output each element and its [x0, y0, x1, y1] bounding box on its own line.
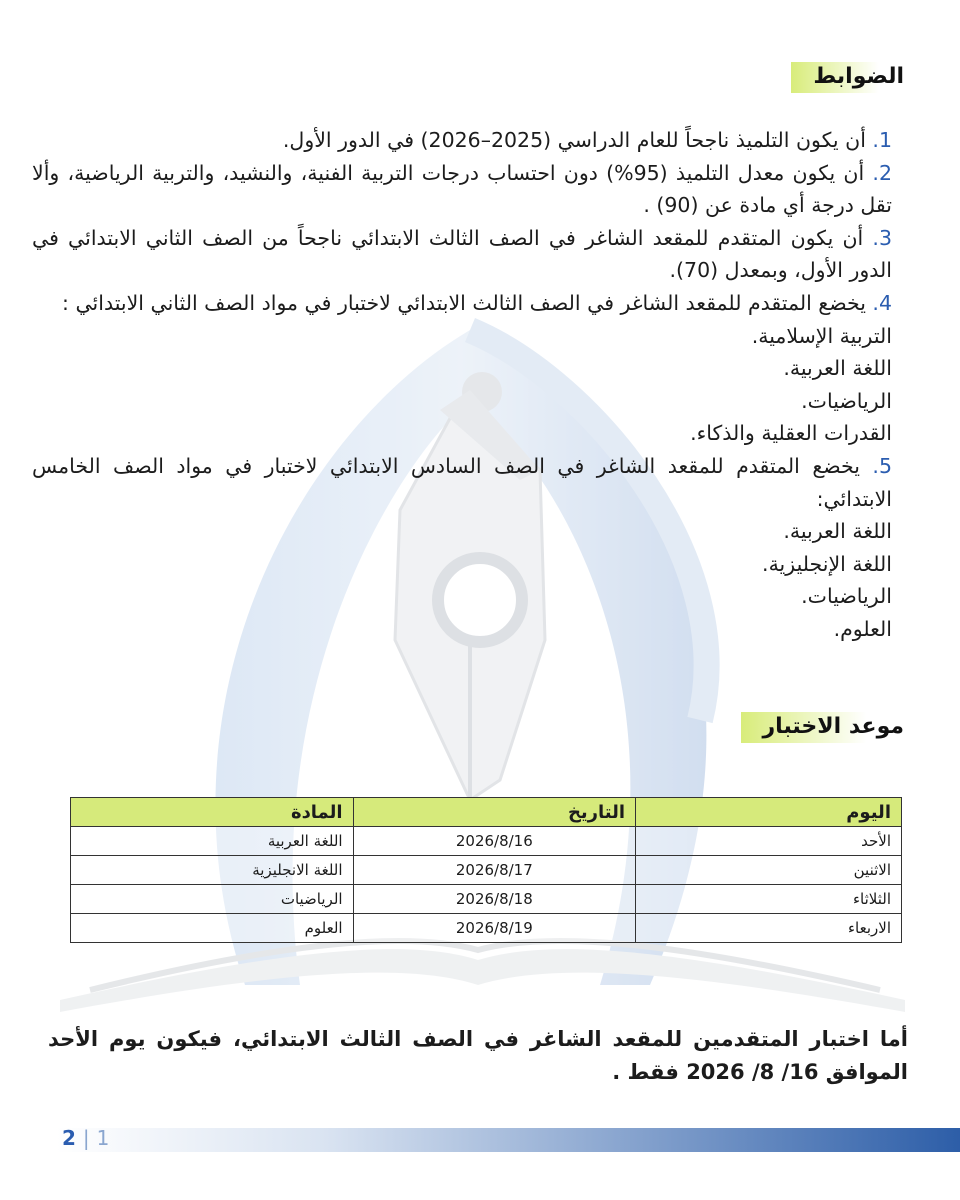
section-title-exam-schedule: موعد الاختبار: [741, 712, 908, 743]
page-number: [62, 1126, 109, 1150]
rule-text: يخضع المتقدم للمقعد الشاغر في الصف السادس الابتدائي لاختبار في مواد الصف الخامس الابتدائي:: [32, 453, 892, 511]
subject-item: التربية الإسلامية.: [751, 323, 892, 348]
rule-item: [32, 287, 892, 320]
column-header-day: اليوم: [636, 798, 902, 827]
rule-item: [32, 222, 892, 287]
rule-number: 2.: [872, 160, 892, 185]
rule-number: 1.: [872, 128, 892, 152]
cell-day: الأحد: [636, 827, 902, 856]
rule-text: أن يكون معدل التلميذ (95%) دون احتساب درجات التربية الفنية، والنشيد، والتربية الرياضية، وألا تقل درجة أي مادة عن (90) .: [32, 160, 892, 218]
subject-item: اللغة العربية.: [783, 356, 892, 381]
table-row: [71, 885, 902, 914]
table-header-row: [71, 798, 902, 827]
cell-subject: اللغة الانجليزية: [71, 856, 354, 885]
cell-subject: اللغة العربية: [71, 827, 354, 856]
page-current: 2: [62, 1126, 76, 1150]
rule-item: [32, 157, 892, 222]
subject-item: الرياضيات.: [801, 388, 892, 413]
rule-number: 4.: [872, 290, 892, 315]
subject-item: اللغة الإنجليزية.: [762, 551, 892, 576]
rule-text: أن يكون التلميذ ناجحاً للعام الدراسي (2025–2026) في الدور الأول.: [282, 128, 873, 152]
exam-schedule-table: [70, 797, 902, 943]
rule-number: 3.: [872, 225, 892, 250]
rule-text: يخضع المتقدم للمقعد الشاغر في الصف الثالث الابتدائي لاختبار في مواد الصف الثاني الابتدائي :: [62, 290, 873, 315]
cell-day: الاثنين: [636, 856, 902, 885]
cell-date: 2026/8/19: [353, 914, 636, 943]
subject-item: اللغة العربية.: [783, 519, 892, 544]
footer-bar: [56, 1128, 960, 1152]
rule-item: [32, 124, 892, 157]
table-row: [71, 856, 902, 885]
column-header-date: التاريخ: [353, 798, 636, 827]
page-separator: |: [82, 1126, 90, 1150]
rules-list: [32, 124, 892, 646]
subject-item: الرياضيات.: [801, 584, 892, 609]
page-total: 1: [96, 1126, 110, 1150]
cell-day: الاربعاء: [636, 914, 902, 943]
rule-number: 5.: [872, 453, 892, 478]
subject-item: العلوم.: [833, 616, 892, 641]
rule-item: [32, 450, 892, 515]
cell-subject: العلوم: [71, 914, 354, 943]
table-row: [71, 827, 902, 856]
final-note: أما اختبار المتقدمين للمقعد الشاغر في الصف الثالث الابتدائي، فيكون يوم الأحد الموافق 16/ 8/ 2026 فقط .: [48, 1027, 908, 1084]
section-title-rules: الضوابط: [791, 62, 908, 93]
cell-subject: الرياضيات: [71, 885, 354, 914]
column-header-subject: المادة: [71, 798, 354, 827]
rule-text: أن يكون المتقدم للمقعد الشاغر في الصف الثالث الابتدائي ناجحاً من الصف الثاني الابتدائي في الدور الأول، وبمعدل (70).: [32, 225, 892, 283]
cell-day: الثلاثاء: [636, 885, 902, 914]
table-row: [71, 914, 902, 943]
subject-item: القدرات العقلية والذكاء.: [690, 421, 892, 446]
cell-date: 2026/8/17: [353, 856, 636, 885]
cell-date: 2026/8/16: [353, 827, 636, 856]
cell-date: 2026/8/18: [353, 885, 636, 914]
